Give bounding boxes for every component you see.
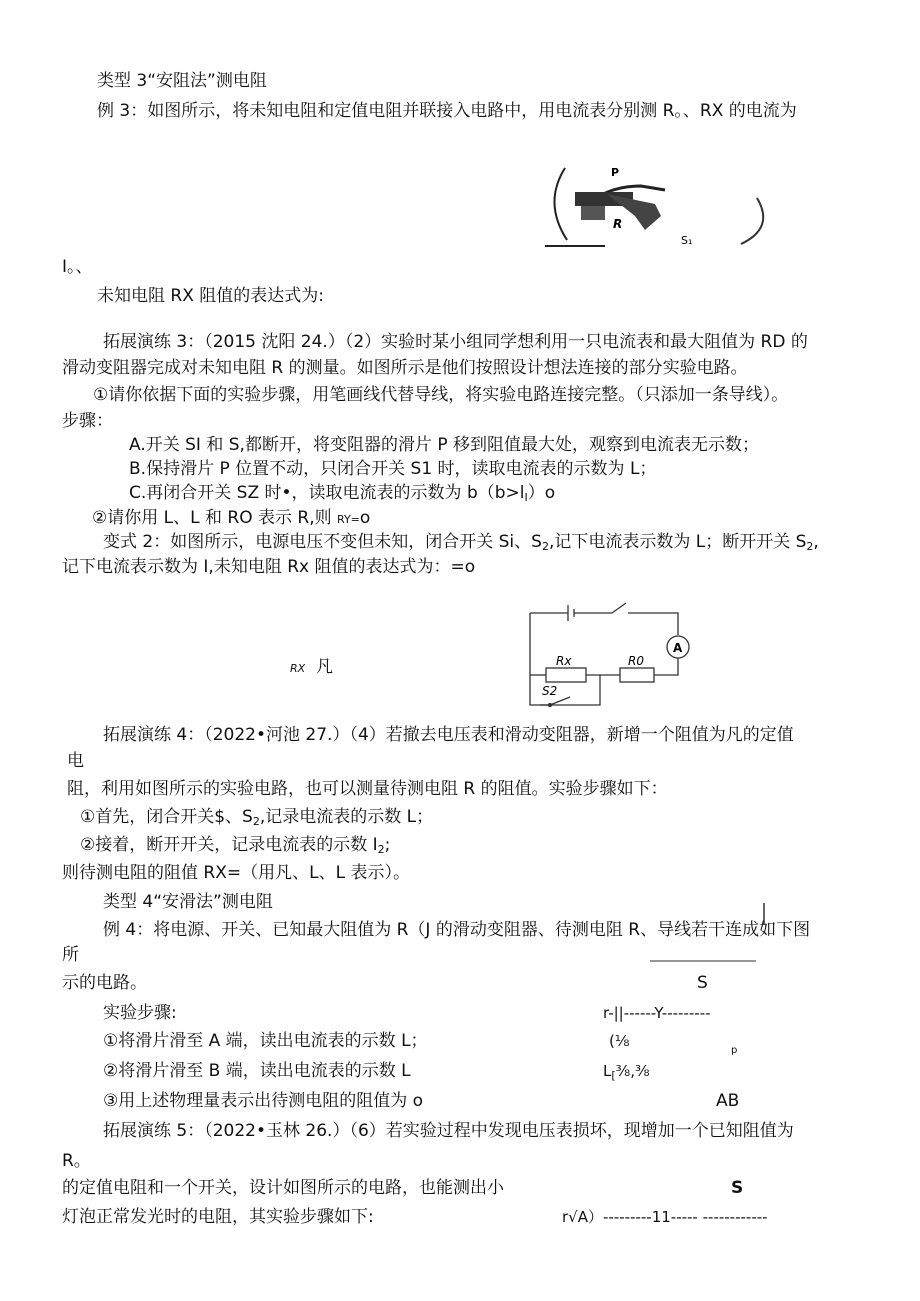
practice3-line2: 滑动变阻器完成对未知电阻 R 的测量。如图所示是他们按照设计想法连接的部分实验电路。 bbox=[62, 358, 748, 378]
example3-continued: I。、 bbox=[62, 257, 93, 277]
practice3-step-a: A.开关 SI 和 S,都断开，将变阻器的滑片 P 移到阻值最大处，观察到电流表无示数； bbox=[129, 435, 760, 455]
example3-expression: 未知电阻 RX 阻值的表达式为: bbox=[97, 286, 324, 306]
example3-text: 例 3：如图所示，将未知电阻和定值电阻并联接入电路中，用电流表分别测 R。、RX 的电流为 bbox=[97, 101, 797, 121]
practice4-line1b: 电 bbox=[67, 751, 84, 771]
practice5-fig-s: S bbox=[731, 1178, 744, 1198]
example4-text-c: 示的电路。 bbox=[62, 973, 147, 993]
practice3-line1: 拓展演练 3：（2015 沈阳 24.）（2）实验时某小组同学想利用一只电流表和最大阻值为 RD 的 bbox=[103, 332, 808, 352]
practice5-line2: 的定值电阻和一个开关，设计如图所示的电路，也能测出小 bbox=[62, 1178, 504, 1198]
variant2-line1: 变式 2：如图所示，电源电压不变但未知，闭合开关 Si、$S_2$,记下电流表示数为 L；断开开关 $S_2$, bbox=[103, 532, 819, 553]
practice4-line5: 则待测电阻的阻值 RX=（用凡、L、L 表示）。 bbox=[62, 863, 410, 883]
example4-fig-row1: r-||------Y--------- bbox=[603, 1004, 711, 1022]
practice3-step-c: C.再闭合开关 SZ 时•，读取电流表的示数为 $b(b>l_I)o$ bbox=[129, 483, 556, 504]
example4-circuit-fragment bbox=[640, 895, 770, 965]
fig1-label-s1: S₁ bbox=[681, 234, 693, 247]
ammeter-label: A bbox=[673, 641, 683, 655]
variant2-answer: RX 凡 bbox=[290, 657, 333, 677]
section3-title: 类型 3“安阻法”测电阻 bbox=[97, 71, 267, 91]
practice3-line3: ①请你依据下面的实验步骤，用笔画线代替导线，将实验电路连接完整。（只添加一条导线）。 bbox=[93, 385, 789, 405]
rx-label: Rx bbox=[556, 654, 572, 668]
example4-fig-s: S bbox=[697, 973, 708, 993]
slider-apparatus-figure bbox=[545, 158, 775, 250]
practice5-fig-row: r√A）---------11----- ------------ bbox=[562, 1208, 768, 1226]
practice4-line4: ②接着，断开开关，记录电流表的示数 $I_2$; bbox=[80, 835, 391, 856]
section4-title: 类型 4“安滑法”测电阻 bbox=[103, 892, 273, 912]
practice5-line1b: R。 bbox=[62, 1151, 91, 1171]
example4-fig-row3: $L_[\frac{3}{8},\frac{3}{8}$ bbox=[603, 1062, 650, 1082]
example4-fig-row2-p: p bbox=[731, 1045, 738, 1056]
example4-fig-row2: (⅛ bbox=[609, 1032, 630, 1050]
variant2-line2: 记下电流表示数为 I,未知电阻 Rx 阻值的表达式为：=o bbox=[62, 557, 476, 577]
fig1-label-r: R bbox=[613, 217, 623, 231]
example4-step2: ②将滑片滑至 B 端，读出电流表的示数 L bbox=[103, 1061, 411, 1081]
example4-step3: ③用上述物理量表示出待测电阻的阻值为 o bbox=[103, 1091, 424, 1111]
example4-step1: ①将滑片滑至 A 端，读出电流表的示数 L； bbox=[103, 1031, 428, 1051]
example4-steps-title: 实验步骤: bbox=[103, 1003, 177, 1023]
practice3-step-b: B.保持滑片 P 位置不动，只闭合开关 S1 时，读取电流表的示数为 L； bbox=[129, 459, 657, 479]
practice3-question2: ②请你用 L、L 和 RO 表示 R,则 RY=o bbox=[92, 508, 371, 528]
example4-text-b: 所 bbox=[62, 945, 79, 965]
practice4-line2: 阻，利用如图所示的实验电路，也可以测量待测电阻 R 的阻值。实验步骤如下： bbox=[67, 779, 668, 799]
practice3-steps-label: 步骤： bbox=[62, 411, 113, 431]
example4-text: 例 4：将电源、开关、已知最大阻值为 R（J 的滑动变阻器、待测电阻 R、导线若干连成如下图 bbox=[103, 920, 811, 940]
practice4-line1: 拓展演练 4：（2022•河池 27.）（4）若撤去电压表和滑动变阻器，新增一个阻值为凡的定值 bbox=[103, 725, 794, 745]
variant2-circuit-diagram bbox=[520, 595, 700, 710]
practice5-line1: 拓展演练 5：（2022•玉林 26.）（6）若实验过程中发现电压表损坏，现增加一个已知阻值为 bbox=[103, 1121, 794, 1141]
practice5-line3: 灯泡正常发光时的电阻，其实验步骤如下: bbox=[62, 1207, 374, 1227]
fig1-label-p: P bbox=[611, 166, 620, 179]
r0-label: R0 bbox=[628, 654, 644, 668]
s2-label: S2 bbox=[542, 684, 558, 698]
example4-fig-row4: AB bbox=[716, 1091, 740, 1111]
practice4-line3: ①首先，闭合开关$、$S_2$,记录电流表的示数 L； bbox=[80, 807, 434, 828]
